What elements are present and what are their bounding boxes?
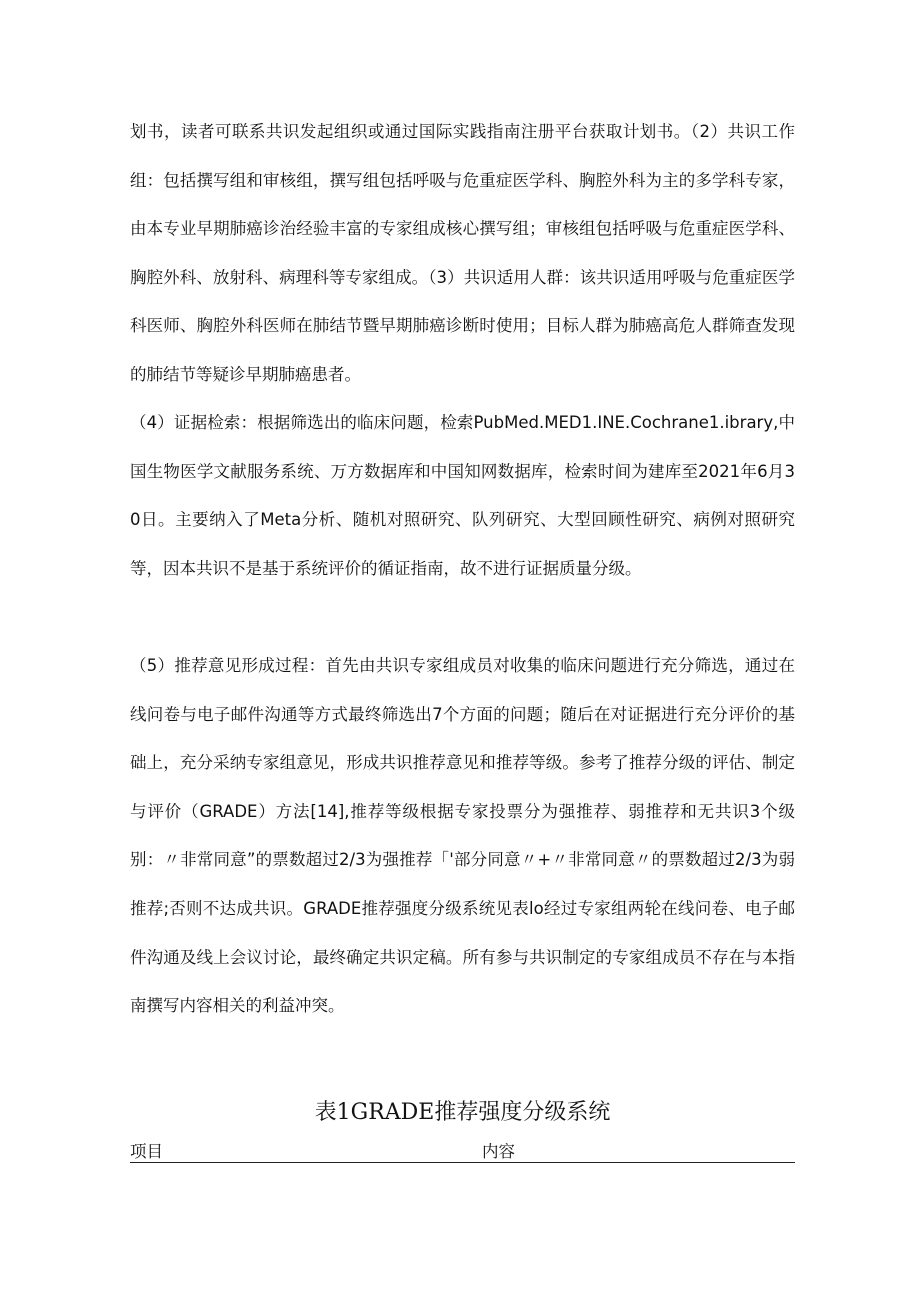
table-header-row — [130, 1138, 795, 1163]
table-header-content: 内容 — [482, 1142, 515, 1161]
paragraph-consensus-workgroup: 划书，读者可联系共识发起组织或通过国际实践指南注册平台获取计划书。（2）共识工作组：包括撰写组和审核组，撰写组包括呼吸与危重症医学科、胸腔外科为主的多学科专家，由本专业早期肺癌诊治经验丰富的专家组成核心撰写组；审核组包括呼吸与危重症医学科、胸腔外科、放射科、病理科等专家组成。（3）共识适用人群：该共识适用呼吸与危重症医学科医师、胸腔外科医师在肺结节暨早期肺癌诊断时使用；目标人群为肺癌高危人群筛查发现的肺结节等疑诊早期肺癌患者。 — [130, 122, 795, 384]
table-header-item: 项目 — [130, 1142, 163, 1161]
paragraph-recommendation-process: （5）推荐意见形成过程：首先由共识专家组成员对收集的临床问题进行充分筛选，通过在线问卷与电子邮件沟通等方式最终筛选出7个方面的问题；随后在对证据进行充分评价的基础上，充分采纳专家组意见，形成共识推荐意见和推荐等级。参考了推荐分级的评估、制定与评价（GRADE）方法[14],推荐等级根据专家投票分为强推荐、弱推荐和无共识3个级别：〃非常同意”的票数超过2/3为强推荐「'部分同意〃+〃非常同意〃的票数超过2/3为弱推荐;否则不达成共识。GRADE推荐强度分级系统见表lo经过专家组两轮在线问卷、电子邮件沟通及线上会议讨论，最终确定共识定稿。所有参与共识制定的专家组成员不存在与本指南撰写内容相关的利益冲突。 — [130, 656, 795, 1016]
table-title: 表1GRADE推荐强度分级系统 — [314, 1100, 611, 1125]
paragraph-evidence-search: （4）证据检索：根据筛选出的临床问题，检索PubMed.MED1.INE.Cochrane1.ibrary,中国生物医学文献服务系统、万方数据库和中国知网数据库，检索时间为建库至2021年6月30日。主要纳入了Meta分析、随机对照研究、队列研究、大型回顾性研究、病例对照研究等，因本共识不是基于系统评价的循证指南，故不进行证据质量分级。 — [130, 413, 795, 578]
